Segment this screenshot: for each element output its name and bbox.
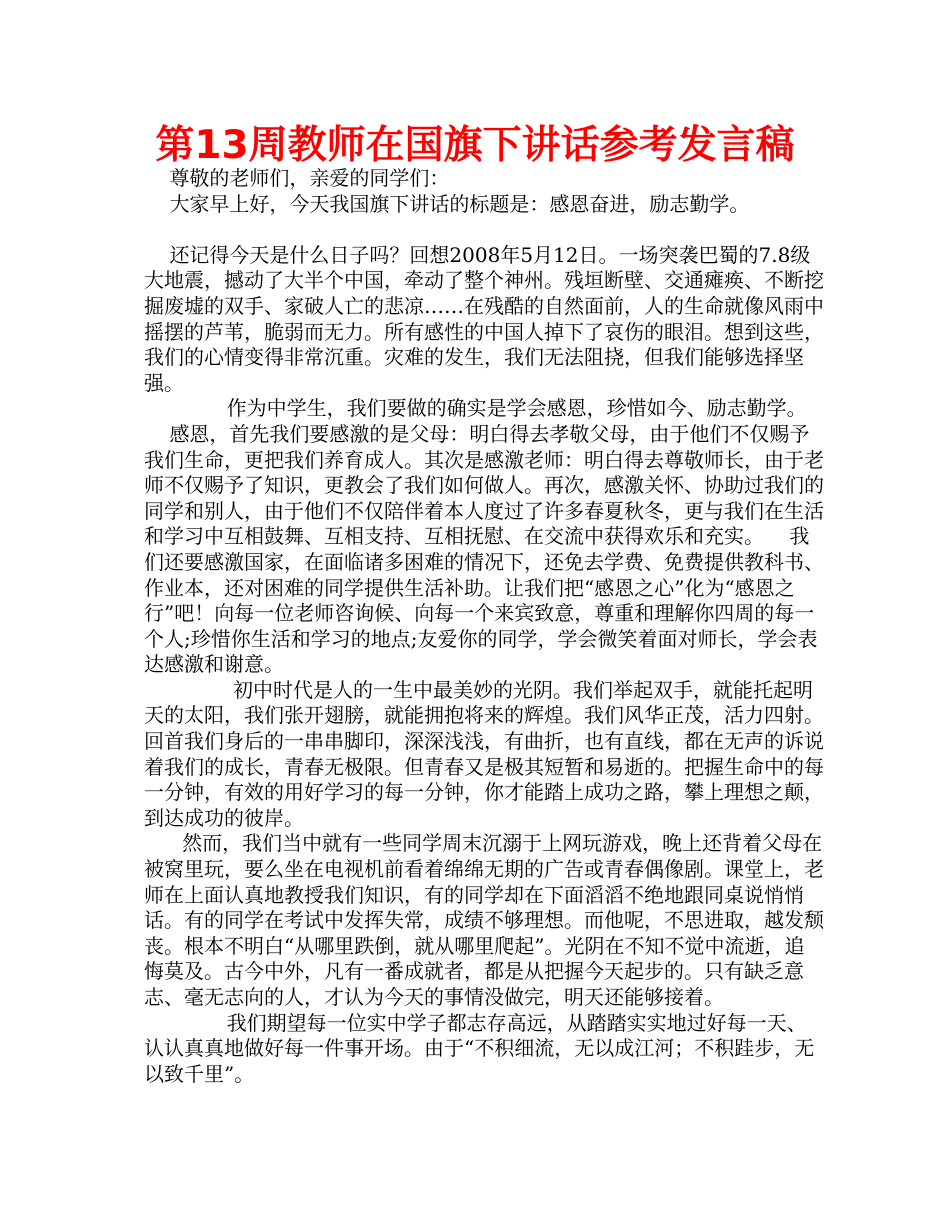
body-paragraph-warning: 然而，我们当中就有一些同学周末沉溺于上网玩游戏，晚上还背着父母在被窝里玩，要么坐在电视机前看着绵绵无期的广告或青春偶像剧。课堂上，老师在上面认真地教授我们知识，有的同学却在下面滔滔不绝地跟同桌说悄悄话。有的同学在考试中发挥失常，成绩不够理想。而他呢，不思进取，越发颓丧。根本不明白“从哪里跌倒，就从哪里爬起”。光阴在不知不觉中流逝，追悔莫及。古今中外，凡有一番成就者，都是从把握今天起步的。只有缺乏意志、毫无志向的人，才认为今天的事情没做完，明天还能够接着。 <box>144 831 824 1009</box>
document-title: 第13周教师在国旗下讲话参考发言稿 <box>155 123 795 168</box>
document-body <box>144 166 824 1087</box>
body-paragraph-closing: 我们期望每一位实中学子都志存高远，从踏踏实实地过好每一天、认认真真地做好每一件事开场。由于“不积细流，无以成江河；不积跬步，无以致千里”。 <box>144 1010 815 1086</box>
paragraph-spacer <box>144 217 824 243</box>
salutation-paragraph: 尊敬的老师们，亲爱的同学们： <box>144 166 450 190</box>
body-paragraph-gratitude: 感恩，首先我们要感激的是父母：明白得去孝敬父母，由于他们不仅赐予我们生命，更把我们养育成人。其次是感激老师：明白得去尊敬师长，由于老师不仅赐予了知识，更教会了我们如何做人。再次，感激关怀、协助过我们的同学和别人，由于他们不仅陪伴着本人度过了许多春夏秋冬，更与我们在生活和学习中互相鼓舞、互相支持、互相抚慰、在交流中获得欢乐和充实。 我们还要感激国家，在面临诸多困难的情况下，还免去学费、免费提供教科书、作业本，还对困难的同学提供生活补助。让我们把“感恩之心”化为“感恩之行”吧！向每一位老师咨询候、向每一个来宾致意，尊重和理解你四周的每一个人;珍惜你生活和学习的地点;友爱你的同学，学会微笑着面对师长，学会表达感激和谢意。 <box>144 421 824 677</box>
body-paragraph-earthquake: 还记得今天是什么日子吗？回想2008年5月12日。一场突袭巴蜀的7.8级大地震，撼动了大半个中国，牵动了整个神州。残垣断壁、交通瘫痪、不断挖掘废墟的双手、家破人亡的悲凉……在残酷的自然面前，人的生命就像风雨中摇摆的芦苇，脆弱而无力。所有感性的中国人掉下了哀伤的眼泪。想到这些，我们的心情变得非常沉重。灾难的发生，我们无法阻挠，但我们能够选择坚强。 <box>144 242 824 395</box>
body-paragraph-youth: 初中时代是人的一生中最美妙的光阴。我们举起双手，就能托起明天的太阳，我们张开翅膀，就能拥抱将来的辉煌。我们风华正茂，活力四射。回首我们身后的一串串脚印，深深浅浅，有曲折，也有直线，都在无声的诉说着我们的成长，青春无极限。但青春又是极其短暂和易逝的。把握生命中的每一分钟，有效的用好学习的每一分钟，你才能踏上成功之路，攀上理想之颠，到达成功的彼岸。 <box>144 677 824 830</box>
body-paragraph-student-duty: 作为中学生，我们要做的确实是学会感恩，珍惜如今、励志勤学。 <box>144 396 807 421</box>
greeting-paragraph: 大家早上好，今天我国旗下讲话的标题是：感恩奋进，励志勤学。 <box>144 191 750 216</box>
